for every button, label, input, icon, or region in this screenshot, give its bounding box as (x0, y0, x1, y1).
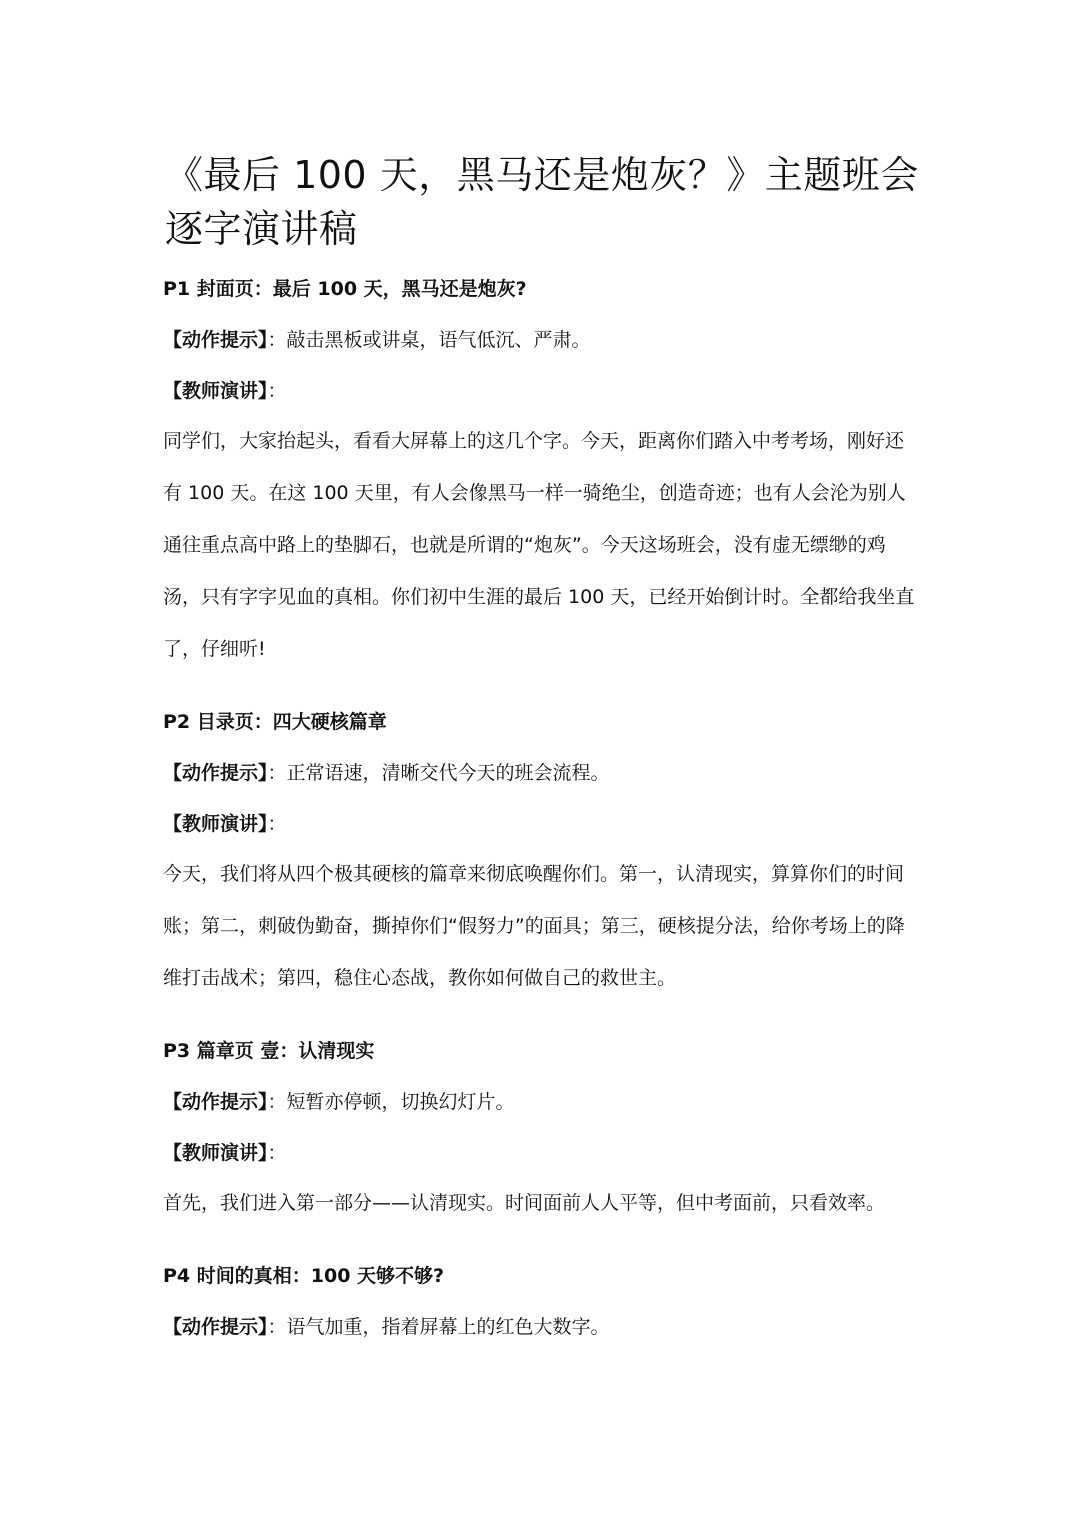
speech-label-separator: ： (267, 380, 287, 402)
action-cue-separator: ： (267, 762, 287, 784)
speech-label-line (163, 807, 915, 841)
action-cue-text: 正常语速，清晰交代今天的班会流程。 (286, 762, 610, 784)
action-cue-separator: ： (267, 1091, 287, 1113)
action-cue-separator: ： (267, 329, 287, 351)
section-heading: P3 篇章页 壹：认清现实 (163, 1040, 375, 1062)
action-cue-text: 短暂亦停顿，切换幻灯片。 (286, 1091, 515, 1113)
action-cue (163, 1085, 915, 1119)
action-cue (163, 1310, 915, 1344)
action-cue-label: 【动作提示】 (163, 1316, 268, 1338)
speech-paragraph: 同学们，大家抬起头，看看大屏幕上的这几个字。今天，距离你们踏入中考考场，刚好还有 100 天。在这 100 天里，有人会像黑马一样一骑绝尘，创造奇迹；也有人会沦为别人通往重点高中路上的垫脚石，也就是所谓的“炮灰”。今天这场班会，没有虚无缥缈的鸡汤，只有字字见血的真相。你们初中生涯的最后 100 天，已经开始倒计时。全都给我坐直了，仔细听! (163, 430, 915, 660)
speech-label-line (163, 374, 915, 408)
speech-label-separator: ： (267, 813, 287, 835)
speech-label: 【教师演讲】 (163, 380, 268, 402)
section-heading: P2 目录页：四大硬核篇章 (163, 711, 387, 733)
section-p2 (163, 705, 915, 1004)
document-title: 《最后 100 天，黑马还是炮灰？》主题班会逐字演讲稿 (165, 153, 919, 251)
action-cue-label: 【动作提示】 (163, 329, 268, 351)
action-cue (163, 756, 915, 790)
action-cue-label: 【动作提示】 (163, 1091, 268, 1113)
document-body (163, 272, 915, 1344)
section-p3 (163, 1034, 915, 1229)
section-p4 (163, 1259, 915, 1344)
speech-label: 【教师演讲】 (163, 1142, 268, 1164)
speech-paragraph: 今天，我们将从四个极其硬核的篇章来彻底唤醒你们。第一，认清现实，算算你们的时间账；第二，刺破伪勤奋，撕掉你们“假努力”的面具；第三，硬核提分法，给你考场上的降维打击战术；第四，稳住心态战，教你如何做自己的救世主。 (163, 863, 905, 989)
action-cue-text: 语气加重，指着屏幕上的红色大数字。 (286, 1316, 610, 1338)
section-heading: P1 封面页：最后 100 天，黑马还是炮灰? (163, 278, 527, 300)
action-cue-text: 敲击黑板或讲桌，语气低沉、严肃。 (286, 329, 591, 351)
speech-paragraph: 首先，我们进入第一部分——认清现实。时间面前人人平等，但中考面前，只看效率。 (163, 1192, 886, 1214)
speech-label: 【教师演讲】 (163, 813, 268, 835)
action-cue-label: 【动作提示】 (163, 762, 268, 784)
speech-label-line (163, 1136, 915, 1170)
action-cue-separator: ： (267, 1316, 287, 1338)
speech-label-separator: ： (267, 1142, 287, 1164)
section-p1 (163, 272, 915, 675)
action-cue (163, 323, 915, 357)
section-heading: P4 时间的真相：100 天够不够? (163, 1265, 445, 1287)
